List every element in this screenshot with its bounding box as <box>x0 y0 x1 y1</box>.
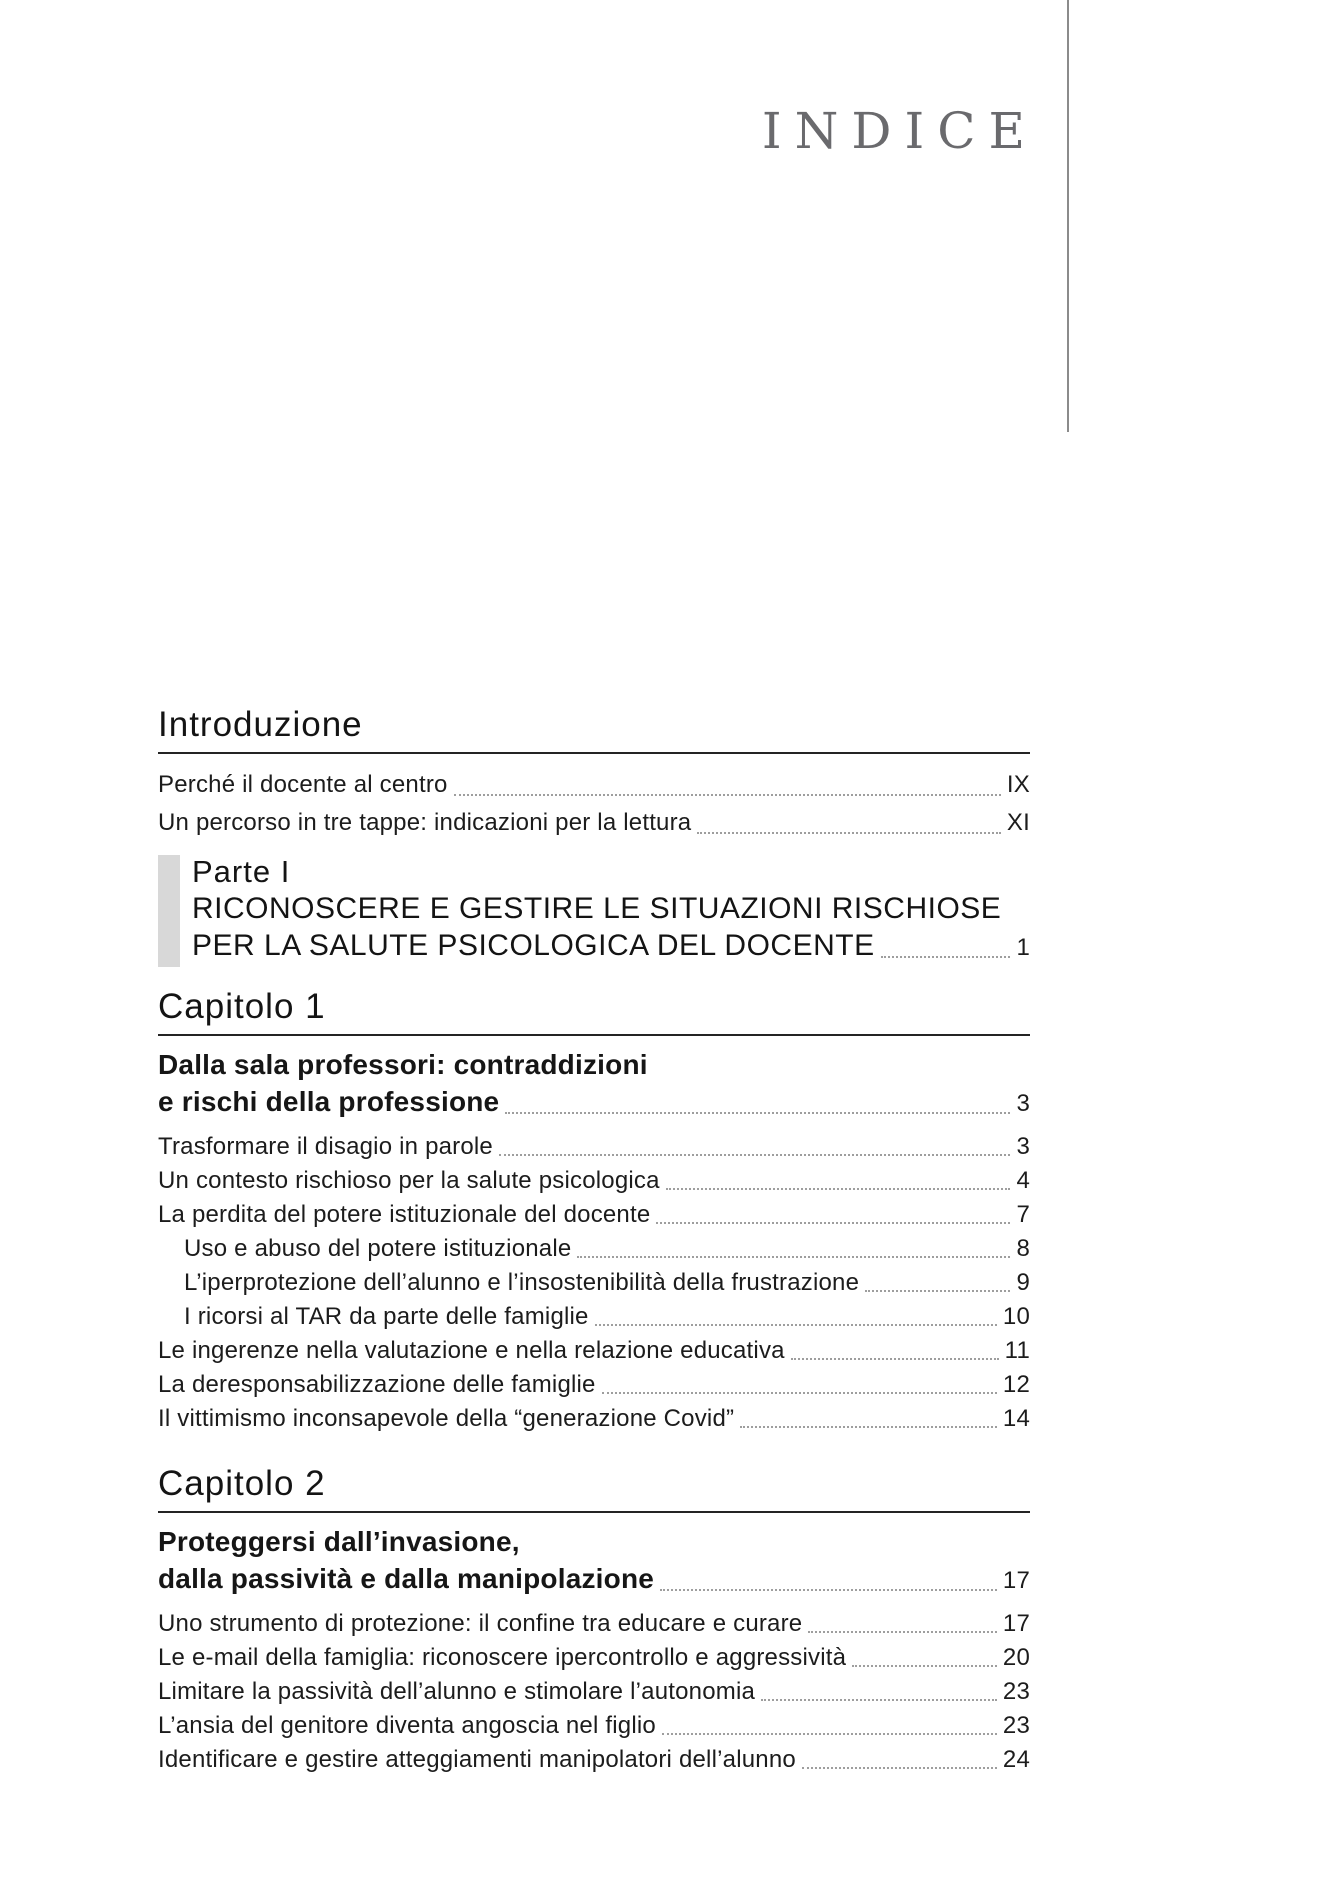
entry-label: L’ansia del genitore diventa angoscia nel figlio <box>158 1712 656 1739</box>
toc-entry <box>158 804 1030 842</box>
toc-entry <box>158 1743 1030 1777</box>
dot-leader <box>802 1767 997 1769</box>
dot-leader <box>595 1324 997 1326</box>
dot-leader <box>808 1631 997 1633</box>
dot-leader <box>881 956 1011 958</box>
toc-entry <box>192 927 1030 966</box>
dot-leader <box>791 1358 999 1360</box>
page-number: 17 <box>1002 1610 1030 1637</box>
toc-entry <box>158 1232 1030 1266</box>
toc-entry <box>158 1607 1030 1641</box>
chapter-title-line1: Proteggersi dall’invasione, <box>158 1526 520 1557</box>
toc-entry <box>158 1164 1030 1198</box>
intro-entry-list <box>158 766 1030 842</box>
chapter-2-entry-list <box>158 1607 1030 1777</box>
page-number: 3 <box>1016 1090 1030 1117</box>
entry-label: I ricorsi al TAR da parte delle famiglie <box>184 1303 589 1330</box>
chapter-title-line2: e rischi della professione <box>158 1086 500 1117</box>
entry-label: La deresponsabilizzazione delle famiglie <box>158 1371 596 1398</box>
section-heading-capitolo-1: Capitolo 1 <box>158 986 1030 1036</box>
section-heading-capitolo-2: Capitolo 2 <box>158 1463 1030 1513</box>
toc-entry <box>158 1130 1030 1164</box>
dot-leader <box>505 1112 1010 1114</box>
entry-label: Identificare e gestire atteggiamenti manipolatori dell’alunno <box>158 1746 796 1773</box>
page-number: IX <box>1006 771 1030 798</box>
dot-leader <box>697 832 1001 834</box>
toc-entry <box>158 1402 1030 1436</box>
page-number: 4 <box>1016 1167 1030 1194</box>
entry-label: Un contesto rischioso per la salute psicologica <box>158 1167 660 1194</box>
dot-leader <box>577 1256 1010 1258</box>
entry-label: Le e-mail della famiglia: riconoscere ipercontrollo e aggressività <box>158 1644 847 1671</box>
toc-entry <box>158 1709 1030 1743</box>
part-sidebar <box>158 855 180 967</box>
entry-label: Uno strumento di protezione: il confine tra educare e curare <box>158 1610 803 1637</box>
page-number: 12 <box>1002 1371 1030 1398</box>
dot-leader <box>740 1426 997 1428</box>
entry-label: Un percorso in tre tappe: indicazioni per la lettura <box>158 809 692 836</box>
entry-label: La perdita del potere istituzionale del docente <box>158 1201 651 1228</box>
toc-entry <box>158 1334 1030 1368</box>
page-number: 9 <box>1016 1269 1030 1296</box>
entry-label: Il vittimismo inconsapevole della “generazione Covid” <box>158 1405 735 1432</box>
entry-label: Perché il docente al centro <box>158 771 448 798</box>
toc-entry <box>158 1266 1030 1300</box>
part-title-line2: PER LA SALUTE PSICOLOGICA DEL DOCENTE <box>192 929 875 962</box>
page-number: 23 <box>1002 1678 1030 1705</box>
page-number: 20 <box>1002 1644 1030 1671</box>
toc-entry <box>158 1368 1030 1402</box>
dot-leader <box>662 1733 997 1735</box>
toc-entry <box>158 766 1030 804</box>
section-heading-introduzione: Introduzione <box>158 704 1030 754</box>
page-number: 14 <box>1002 1405 1030 1432</box>
toc-entry <box>158 1300 1030 1334</box>
chapter-title-line1: Dalla sala professori: contraddizioni <box>158 1049 648 1080</box>
chapter-2-title <box>158 1523 1030 1599</box>
page-number: 3 <box>1016 1133 1030 1160</box>
page-number: 17 <box>1002 1567 1030 1594</box>
page-number: 23 <box>1002 1712 1030 1739</box>
dot-leader <box>454 794 1001 796</box>
entry-label: Le ingerenze nella valutazione e nella relazione educativa <box>158 1337 785 1364</box>
part-label: Parte I <box>192 854 291 889</box>
page-number: 7 <box>1016 1201 1030 1228</box>
dot-leader <box>660 1589 997 1591</box>
toc-entry <box>158 1641 1030 1675</box>
page-number: 1 <box>1016 934 1030 961</box>
chapter-1-entry-list <box>158 1130 1030 1436</box>
dot-leader <box>656 1222 1010 1224</box>
dot-leader <box>499 1154 1010 1156</box>
page-title: INDICE <box>761 102 1038 160</box>
dot-leader <box>761 1699 997 1701</box>
toc-entry <box>158 1198 1030 1232</box>
entry-label: Uso e abuso del potere istituzionale <box>184 1235 572 1262</box>
toc-entry <box>158 1675 1030 1709</box>
toc-content <box>158 0 1038 1777</box>
toc-entry <box>158 1560 1030 1599</box>
entry-label: Trasformare il disagio in parole <box>158 1133 493 1160</box>
entry-label: Limitare la passività dell’alunno e stimolare l’autonomia <box>158 1678 756 1705</box>
page-number: 10 <box>1002 1303 1030 1330</box>
entry-label: L’iperprotezione dell’alunno e l’insostenibilità della frustrazione <box>184 1269 860 1296</box>
dot-leader <box>865 1290 1010 1292</box>
chapter-1-title <box>158 1046 1030 1122</box>
top-right-rule <box>1067 0 1069 432</box>
dot-leader <box>602 1392 997 1394</box>
chapter-title-line2: dalla passività e dalla manipolazione <box>158 1563 655 1594</box>
dot-leader <box>666 1188 1011 1190</box>
page-number: XI <box>1006 809 1030 836</box>
page-number: 11 <box>1004 1337 1030 1364</box>
page-number: 24 <box>1002 1746 1030 1773</box>
dot-leader <box>852 1665 997 1667</box>
page-number: 8 <box>1016 1235 1030 1262</box>
toc-entry <box>158 1083 1030 1122</box>
part-block <box>158 853 1030 966</box>
part-title-line1: RICONOSCERE E GESTIRE LE SITUAZIONI RISCHIOSE <box>192 892 1002 925</box>
